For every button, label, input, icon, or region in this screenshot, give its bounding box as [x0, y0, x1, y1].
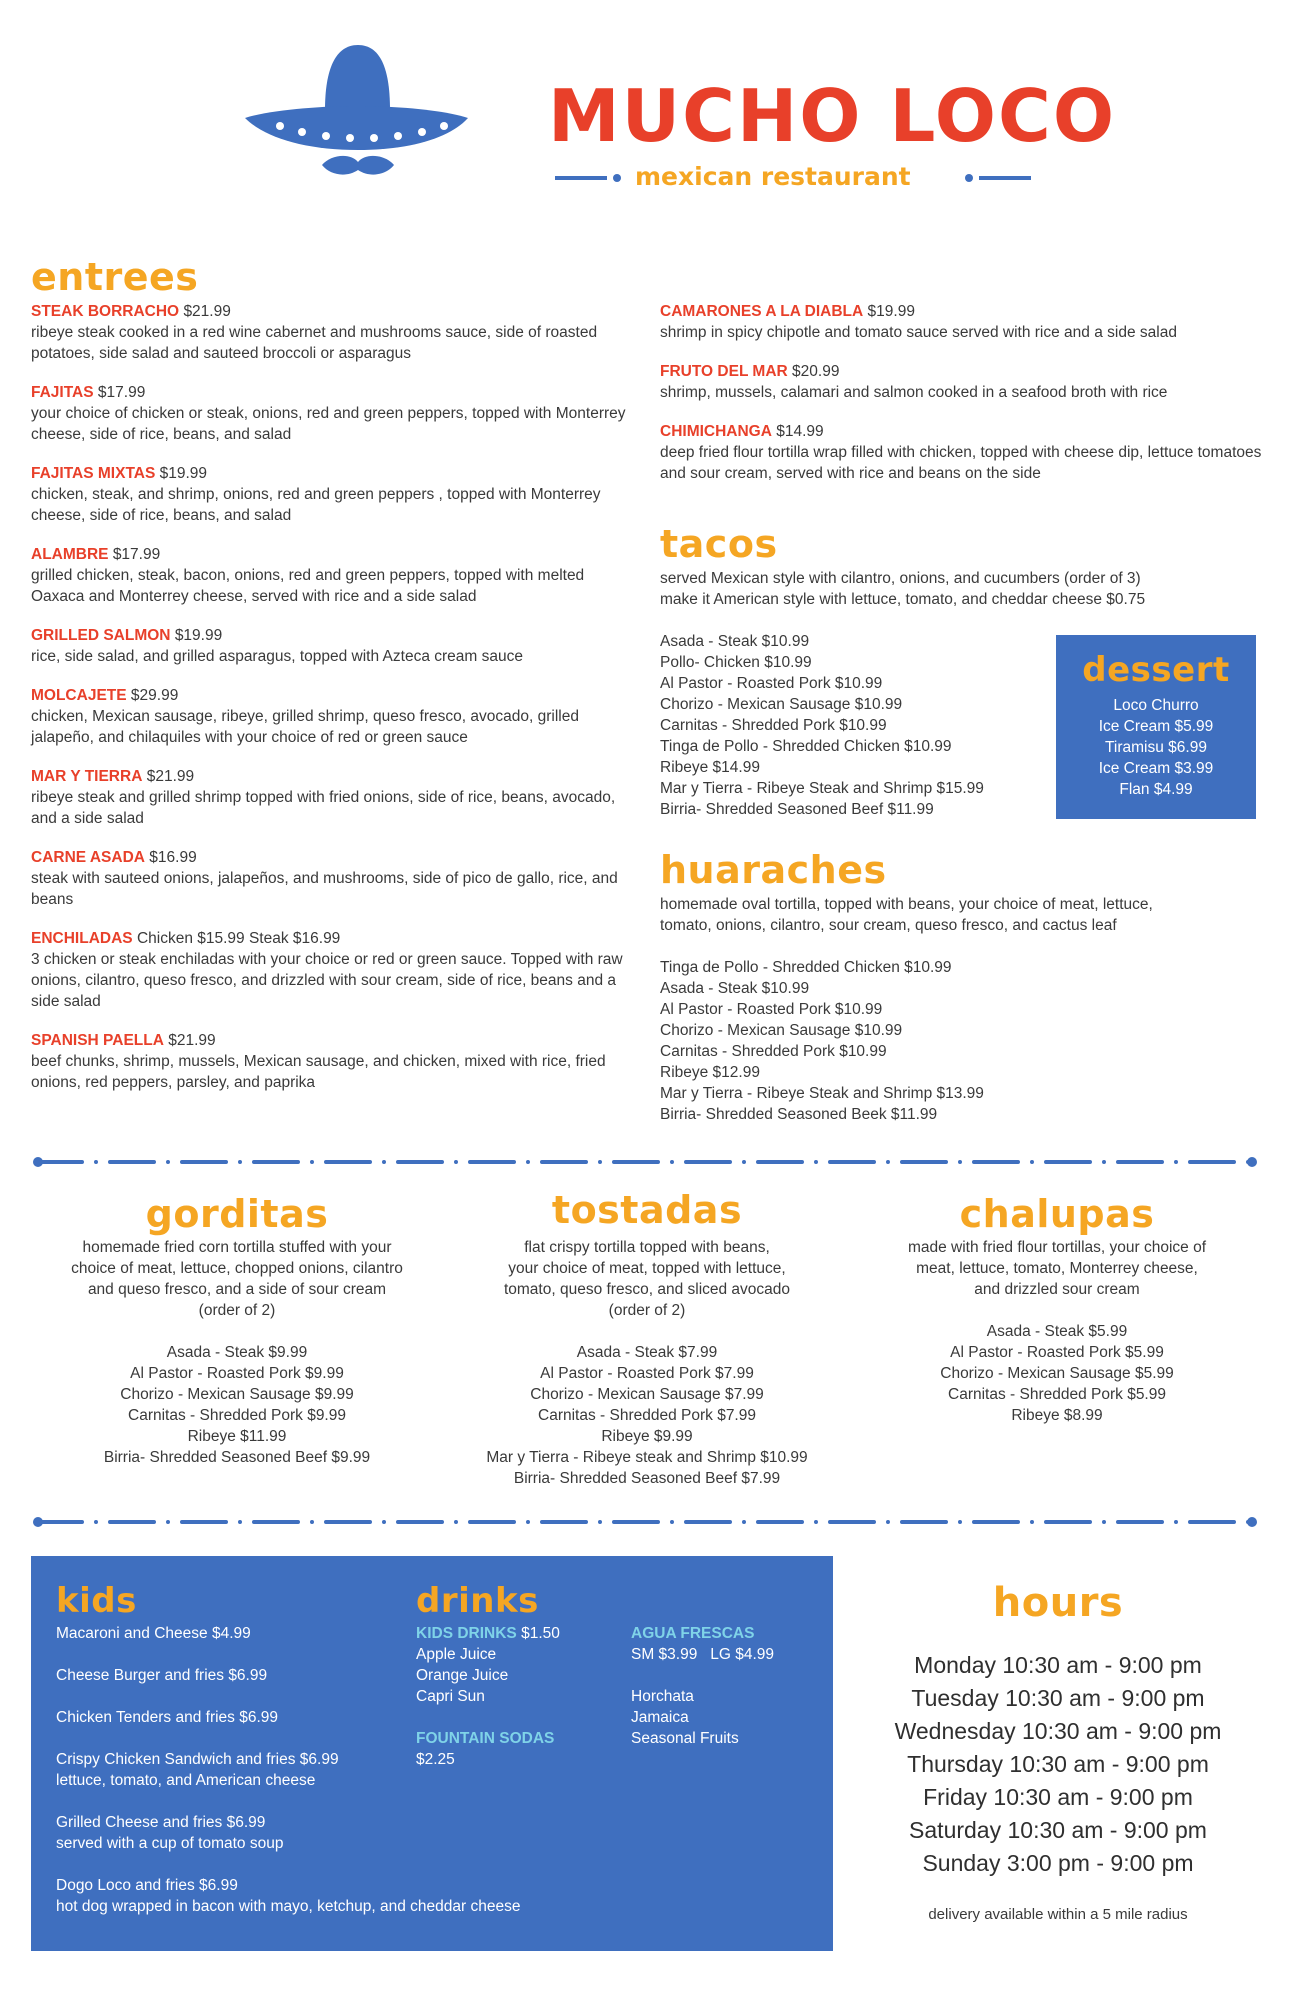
item-desc: served with a cup of tomato soup: [56, 1835, 284, 1852]
gorditas-desc: choice of meat, lettuce, chopped onions, cilantro: [71, 1260, 403, 1277]
gorditas-section: [32, 1192, 442, 1468]
agua-frescas-label: AGUA FRESCAS: [631, 1625, 755, 1642]
huaraches-list: [660, 957, 984, 1125]
restaurant-name: MUCHO LOCO: [548, 74, 1117, 158]
list-item: Asada - Steak $5.99: [986, 1323, 1128, 1340]
list-item: Al Pastor - Roasted Pork $10.99: [660, 675, 883, 692]
kids-drinks-list: [416, 1623, 616, 1770]
list-item: Asada - Steak $10.99: [660, 633, 810, 650]
list-item: Loco Churro: [1113, 697, 1199, 714]
entree-item: MAR Y TIERRA $21.99 ribeye steak and grilled shrimp topped with fried onions, side of rice, beans, avocado, and a side salad: [31, 768, 616, 827]
list-item: Chorizo - Mexican Sausage $7.99: [530, 1386, 764, 1403]
subtitle-dash-right: [979, 176, 1031, 180]
entree-item: GRILLED SALMON $19.99 rice, side salad, and grilled asparagus, topped with Azteca cream sauce: [31, 627, 523, 665]
drinks-title: drinks: [416, 1581, 539, 1621]
list-item: Chorizo - Mexican Sausage $5.99: [940, 1365, 1174, 1382]
huaraches-desc-1: homemade oval tortilla, topped with beans, your choice of meat, lettuce,: [660, 896, 1153, 913]
subtitle-row: [555, 162, 1035, 192]
list-item: Ribeye $14.99: [660, 759, 760, 776]
tacos-list: [660, 631, 984, 820]
sombrero-logo-icon: [240, 40, 470, 190]
list-item: Chorizo - Mexican Sausage $9.99: [120, 1386, 354, 1403]
entree-item: STEAK BORRACHO $21.99 ribeye steak cooked in a red wine cabernet and mushrooms sauce, side of roasted potatoes, side salad and sauteed broccoli or asparagus: [31, 303, 598, 362]
entrees-left-list: [31, 301, 631, 1111]
list-item: Asada - Steak $10.99: [660, 980, 810, 997]
gorditas-title: gorditas: [145, 1192, 329, 1236]
chalupas-section: [852, 1192, 1262, 1426]
hours-row: Monday 10:30 am - 9:00 pm: [914, 1652, 1202, 1678]
list-item: Ribeye $11.99: [187, 1428, 287, 1445]
gorditas-desc: and queso fresco, and a side of sour cream: [87, 1281, 387, 1298]
divider-dotted-2: [32, 1515, 1258, 1527]
list-item: Tiramisu $6.99: [1105, 739, 1207, 756]
list-item: Seasonal Fruits: [631, 1730, 739, 1747]
list-item: Jamaica: [631, 1709, 689, 1726]
list-item: Chicken Tenders and fries $6.99: [56, 1709, 279, 1726]
list-item: Al Pastor - Roasted Pork $9.99: [130, 1365, 344, 1382]
list-item: Tinga de Pollo - Shredded Chicken $10.99: [660, 738, 952, 755]
dessert-box: [1056, 635, 1256, 819]
agua-frescas-prices: SM $3.99 LG $4.99: [631, 1646, 775, 1663]
fountain-sodas-price: $2.25: [416, 1751, 455, 1768]
list-item: Birria- Shredded Seasoned Beef $9.99: [103, 1449, 371, 1466]
list-item: Pollo- Chicken $10.99: [660, 654, 812, 671]
list-item: Carnitas - Shredded Pork $7.99: [538, 1407, 756, 1424]
list-item: Crispy Chicken Sandwich and fries $6.99: [56, 1751, 339, 1768]
entree-item: FAJITAS $17.99 your choice of chicken or steak, onions, red and green peppers, topped with Monterrey cheese, side of rice, beans, and salad: [31, 384, 626, 443]
hours-row: Wednesday 10:30 am - 9:00 pm: [894, 1718, 1222, 1744]
list-item: Grilled Cheese and fries $6.99: [56, 1814, 266, 1831]
chalupas-desc: made with fried flour tortillas, your choice of: [907, 1239, 1207, 1256]
dessert-title: dessert: [1082, 650, 1230, 690]
entree-item: ALAMBRE $17.99 grilled chicken, steak, bacon, onions, red and green peppers, topped with melted Oaxaca and Monterrey cheese, served with rice and a side salad: [31, 546, 585, 605]
entrees-title: entrees: [31, 255, 199, 299]
list-item: Carnitas - Shredded Pork $10.99: [660, 1043, 887, 1060]
entrees-right-list: [660, 301, 1265, 502]
tostadas-desc: (order of 2): [608, 1302, 686, 1319]
tostadas-desc: your choice of meat, topped with lettuce,: [508, 1260, 786, 1277]
hours-row: Sunday 3:00 pm - 9:00 pm: [922, 1850, 1194, 1876]
list-item: Mar y Tierra - Ribeye Steak and Shrimp $13.99: [660, 1085, 984, 1102]
tacos-desc-1: served Mexican style with cilantro, onions, and cucumbers (order of 3): [660, 570, 1141, 587]
list-item: Chorizo - Mexican Sausage $10.99: [660, 1022, 903, 1039]
tacos-title: tacos: [660, 522, 778, 566]
hours-row: Friday 10:30 am - 9:00 pm: [923, 1784, 1193, 1810]
hours-row: Thursday 10:30 am - 9:00 pm: [907, 1751, 1209, 1777]
list-item: Ice Cream $5.99: [1098, 718, 1214, 735]
kids-drinks-box: [31, 1556, 833, 1951]
list-item: Flan $4.99: [1119, 781, 1193, 798]
tacos-desc-2: make it American style with lettuce, tomato, and cheddar cheese $0.75: [660, 591, 1146, 608]
list-item: Asada - Steak $7.99: [576, 1344, 718, 1361]
restaurant-subtitle: mexican restaurant: [635, 162, 911, 191]
kids-drinks-label: KIDS DRINKS: [416, 1625, 517, 1642]
list-item: Capri Sun: [416, 1688, 485, 1705]
entree-item: FRUTO DEL MAR $20.99 shrimp, mussels, calamari and salmon cooked in a seafood broth with rice: [660, 363, 1168, 401]
subtitle-dot-left: [613, 174, 621, 182]
tostadas-section: [442, 1188, 852, 1489]
kids-title: kids: [56, 1581, 137, 1621]
list-item: Al Pastor - Roasted Pork $7.99: [540, 1365, 754, 1382]
fountain-sodas-label: FOUNTAIN SODAS: [416, 1730, 555, 1747]
list-item: Ribeye $9.99: [601, 1428, 693, 1445]
list-item: Birria- Shredded Seasoned Beef $7.99: [513, 1470, 781, 1487]
list-item: Carnitas - Shredded Pork $5.99: [948, 1386, 1166, 1403]
hours-section: [858, 1580, 1258, 1925]
kids-drinks-price: $1.50: [521, 1625, 560, 1642]
chalupas-title: chalupas: [959, 1192, 1155, 1236]
tostadas-desc: tomato, queso fresco, and sliced avocado: [503, 1281, 791, 1298]
list-item: Carnitas - Shredded Pork $10.99: [660, 717, 887, 734]
subtitle-dot-right: [965, 174, 973, 182]
hours-title: hours: [992, 1580, 1124, 1626]
dessert-list: [1056, 695, 1256, 800]
item-desc: lettuce, tomato, and American cheese: [56, 1772, 316, 1789]
tostadas-title: tostadas: [551, 1188, 743, 1232]
item-desc: hot dog wrapped in bacon with mayo, ketchup, and cheddar cheese: [56, 1898, 521, 1915]
list-item: Tinga de Pollo - Shredded Chicken $10.99: [660, 959, 952, 976]
tostadas-desc: flat crispy tortilla topped with beans,: [524, 1239, 770, 1256]
chalupas-desc: and drizzled sour cream: [974, 1281, 1140, 1298]
list-item: Al Pastor - Roasted Pork $5.99: [950, 1344, 1164, 1361]
list-item: Ribeye $12.99: [660, 1064, 760, 1081]
list-item: Ice Cream $3.99: [1098, 760, 1214, 777]
entree-item: CAMARONES A LA DIABLA $19.99 shrimp in spicy chipotle and tomato sauce served with rice and a side salad: [660, 303, 1177, 341]
gorditas-desc: homemade fried corn tortilla stuffed with your: [82, 1239, 392, 1256]
list-item: Al Pastor - Roasted Pork $10.99: [660, 1001, 883, 1018]
huaraches-title: huaraches: [660, 848, 887, 892]
list-item: Macaroni and Cheese $4.99: [56, 1625, 251, 1642]
list-item: Ribeye $8.99: [1011, 1407, 1103, 1424]
list-item: Mar y Tierra - Ribeye steak and Shrimp $10.99: [486, 1449, 808, 1466]
entree-item: CHIMICHANGA $14.99 deep fried flour tortilla wrap filled with chicken, topped with cheese dip, lettuce tomatoes and sour cream, served with rice and beans on the side: [660, 423, 1262, 482]
list-item: Orange Juice: [416, 1667, 509, 1684]
agua-frescas-list: [631, 1623, 831, 1749]
list-item: Horchata: [631, 1688, 694, 1705]
gorditas-desc: (order of 2): [198, 1302, 276, 1319]
subtitle-dash-left: [555, 176, 607, 180]
list-item: Birria- Shredded Seasoned Beek $11.99: [660, 1106, 938, 1123]
entree-item: MOLCAJETE $29.99 chicken, Mexican sausage, ribeye, grilled shrimp, queso fresco, avocado, grilled jalapeño, and chilaquiles with your choice of red or green sauce: [31, 687, 579, 746]
huaraches-desc-2: tomato, onions, cilantro, sour cream, queso fresco, and cactus leaf: [660, 917, 1117, 934]
delivery-note: delivery available within a 5 mile radius: [928, 1906, 1188, 1923]
entree-item: SPANISH PAELLA $21.99 beef chunks, shrimp, mussels, Mexican sausage, and chicken, mixed with rice, fried onions, red peppers, parsley, and paprika: [31, 1032, 606, 1091]
divider-dotted-1: [32, 1155, 1258, 1167]
list-item: Asada - Steak $9.99: [166, 1344, 308, 1361]
entree-item: CARNE ASADA $16.99 steak with sauteed onions, jalapeños, and mushrooms, side of pico de gallo, rice, and beans: [31, 849, 618, 908]
hours-row: Tuesday 10:30 am - 9:00 pm: [911, 1685, 1205, 1711]
list-item: Apple Juice: [416, 1646, 497, 1663]
list-item: Chorizo - Mexican Sausage $10.99: [660, 696, 903, 713]
entree-item: ENCHILADAS Chicken $15.99 Steak $16.99 3 chicken or steak enchiladas with your choice or red or green sauce. Topped with raw onions, cilantro, queso fresco, and drizzled with sour cream, side of rice, beans and a side salad: [31, 930, 623, 1010]
list-item: Cheese Burger and fries $6.99: [56, 1667, 268, 1684]
chalupas-desc: meat, lettuce, tomato, Monterrey cheese,: [916, 1260, 1198, 1277]
hours-row: Saturday 10:30 am - 9:00 pm: [909, 1817, 1207, 1843]
entree-item: FAJITAS MIXTAS $19.99 chicken, steak, and shrimp, onions, red and green peppers , topped with Monterrey cheese, side of rice, beans, and salad: [31, 465, 601, 524]
list-item: Birria- Shredded Seasoned Beef $11.99: [660, 801, 934, 818]
list-item: Carnitas - Shredded Pork $9.99: [128, 1407, 346, 1424]
list-item: Mar y Tierra - Ribeye Steak and Shrimp $15.99: [660, 780, 984, 797]
list-item: Dogo Loco and fries $6.99: [56, 1877, 238, 1894]
